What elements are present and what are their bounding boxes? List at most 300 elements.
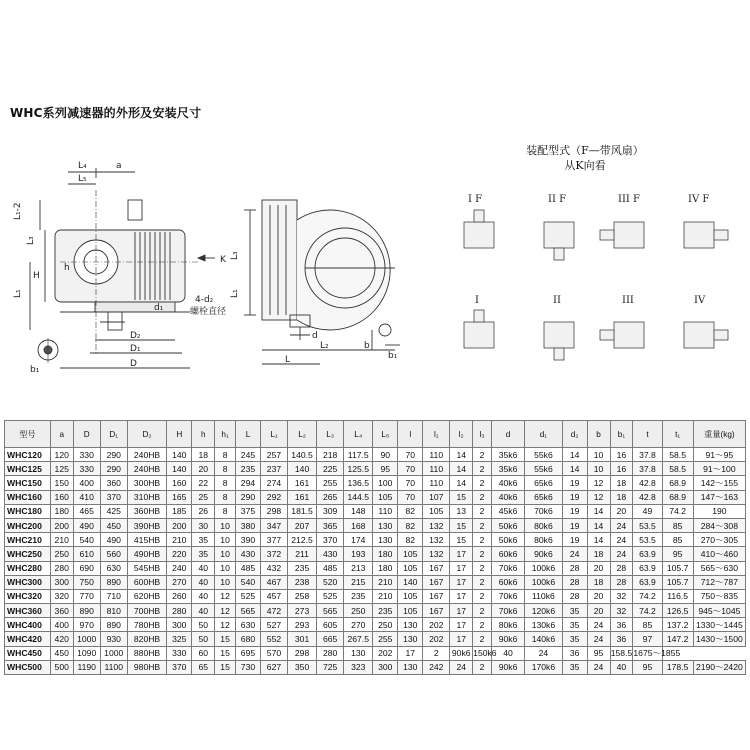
table-cell: 42.8	[633, 490, 662, 504]
table-cell: 325	[167, 632, 192, 646]
table-cell: 168	[344, 518, 373, 532]
table-cell: 147.2	[662, 632, 693, 646]
table-cell: 40	[192, 604, 215, 618]
table-cell: 30	[192, 518, 215, 532]
table-cell: 472	[260, 604, 287, 618]
table-cell: 390	[235, 533, 260, 547]
table-cell: 37.8	[633, 462, 662, 476]
type-label-2: II	[553, 295, 561, 306]
table-cell: 245	[235, 448, 260, 462]
label-h: H	[33, 271, 40, 281]
table-cell: 202	[423, 632, 450, 646]
label-d1: d₁	[154, 303, 164, 313]
table-cell: 130	[373, 518, 398, 532]
table-cell: 16	[610, 448, 633, 462]
table-cell: 19	[562, 504, 587, 518]
table-cell: 105.7	[662, 575, 693, 589]
table-cell: 165	[167, 490, 192, 504]
table-cell: 125	[50, 462, 73, 476]
column-header: d₂	[562, 421, 587, 448]
table-cell: 60k6	[491, 575, 524, 589]
table-cell: 20	[587, 589, 610, 603]
table-cell: 552	[260, 632, 287, 646]
table-cell: 627	[260, 660, 287, 674]
column-header: t	[633, 421, 662, 448]
table-cell: 68.9	[662, 476, 693, 490]
table-cell: 430	[317, 547, 344, 561]
type-label-4: IV	[694, 295, 706, 306]
table-cell: 390HB	[127, 518, 167, 532]
table-row	[5, 448, 746, 462]
table-cell: 565	[317, 604, 344, 618]
table-cell: 132	[423, 533, 450, 547]
table-cell: 284～308	[693, 518, 745, 532]
table-cell: 35	[192, 547, 215, 561]
table-cell: 298	[260, 504, 287, 518]
label-b1: b₁	[30, 365, 40, 375]
table-cell: 525	[235, 589, 260, 603]
table-cell: 28	[562, 589, 587, 603]
table-cell: 880HB	[127, 646, 167, 660]
table-cell: 370	[167, 660, 192, 674]
table-cell: 130	[398, 618, 423, 632]
table-cell: 18	[610, 490, 633, 504]
table-cell: 12	[587, 476, 610, 490]
table-cell: 310HB	[127, 490, 167, 504]
table-cell: 250	[373, 618, 398, 632]
table-cell: 220	[167, 547, 192, 561]
label-b: b	[364, 341, 370, 351]
table-cell: 100k6	[525, 575, 562, 589]
table-cell: 36	[610, 632, 633, 646]
table-cell: 1000	[100, 646, 127, 660]
table-cell: 545HB	[127, 561, 167, 575]
table-cell: 540	[235, 575, 260, 589]
table-cell: 210	[373, 575, 398, 589]
model-cell: WHC300	[5, 575, 51, 589]
table-row	[5, 660, 746, 674]
label-4-d2: 4-d₂	[195, 295, 214, 305]
table-cell: 750～835	[693, 589, 745, 603]
table-cell: 24	[610, 518, 633, 532]
table-cell: 770	[73, 589, 100, 603]
table-cell: 380	[235, 518, 260, 532]
table-cell: 210	[373, 589, 398, 603]
table-cell: 26	[192, 504, 215, 518]
table-row	[5, 547, 746, 561]
table-cell: 70	[398, 490, 423, 504]
table-cell: 17	[450, 604, 473, 618]
table-cell: 40	[192, 589, 215, 603]
table-cell: 1190	[73, 660, 100, 674]
table-cell: 890	[100, 575, 127, 589]
table-cell: 105	[373, 490, 398, 504]
label-l: L	[285, 355, 291, 365]
table-cell: 160	[167, 476, 192, 490]
table-cell: 36	[610, 618, 633, 632]
table-cell: 300	[50, 575, 73, 589]
table-cell: 15	[215, 632, 236, 646]
table-cell: 14	[562, 462, 587, 476]
type-label-3f: III F	[618, 194, 640, 205]
table-cell: 730	[235, 660, 260, 674]
label-d1-upper: D₁	[130, 344, 141, 354]
table-cell: 218	[317, 448, 344, 462]
table-cell: 8	[215, 504, 236, 518]
table-cell: 260	[167, 589, 192, 603]
table-cell: 467	[260, 575, 287, 589]
table-cell: 8	[215, 448, 236, 462]
table-row	[5, 518, 746, 532]
table-cell: 300	[167, 618, 192, 632]
table-cell: 35	[192, 533, 215, 547]
table-cell: 85	[662, 518, 693, 532]
column-header: L₃	[317, 421, 344, 448]
table-cell: 255	[317, 476, 344, 490]
table-cell: 65	[192, 660, 215, 674]
table-cell: 211	[288, 547, 317, 561]
table-cell: 215	[344, 575, 373, 589]
table-cell: 74.2	[633, 589, 662, 603]
column-header: D	[73, 421, 100, 448]
table-cell: 180	[373, 561, 398, 575]
table-cell: 8	[215, 490, 236, 504]
table-cell: 10	[215, 518, 236, 532]
table-cell: 24	[587, 660, 610, 674]
table-cell: 120	[50, 448, 73, 462]
table-cell: 290	[100, 448, 127, 462]
table-cell: 70k6	[491, 589, 524, 603]
table-cell: 126.5	[662, 604, 693, 618]
table-cell: 53.5	[633, 518, 662, 532]
table-cell: 1000	[73, 632, 100, 646]
table-cell: 210	[50, 533, 73, 547]
table-cell: 450	[50, 646, 73, 660]
table-cell: 2	[423, 646, 450, 660]
column-header: l₃	[473, 421, 492, 448]
table-cell: 240HB	[127, 448, 167, 462]
table-cell: 2	[473, 518, 492, 532]
table-cell: 365	[317, 518, 344, 532]
model-cell: WHC200	[5, 518, 51, 532]
table-cell: 28	[610, 575, 633, 589]
column-header: D₂	[127, 421, 167, 448]
table-cell: 132	[423, 518, 450, 532]
column-header: H	[167, 421, 192, 448]
table-cell: 240	[167, 561, 192, 575]
column-header: a	[50, 421, 73, 448]
table-cell: 120k6	[525, 604, 562, 618]
model-cell: WHC320	[5, 589, 51, 603]
table-cell: 525	[317, 589, 344, 603]
column-header: L₁	[260, 421, 287, 448]
table-cell: 300HB	[127, 476, 167, 490]
page-title: WHC系列减速器的外形及安装尺寸	[10, 106, 202, 120]
model-cell: WHC500	[5, 660, 51, 674]
table-cell: 450	[100, 518, 127, 532]
table-cell: 60k6	[491, 547, 524, 561]
table-cell: 323	[344, 660, 373, 674]
table-cell: 2	[473, 490, 492, 504]
table-cell: 301	[288, 632, 317, 646]
table-cell: 14	[587, 518, 610, 532]
label-k: K	[220, 255, 226, 265]
table-cell: 210	[167, 533, 192, 547]
table-cell: 91～100	[693, 462, 745, 476]
table-cell: 2	[473, 448, 492, 462]
table-cell: 690	[73, 561, 100, 575]
table-cell: 65k6	[525, 490, 562, 504]
table-cell: 14	[450, 476, 473, 490]
table-cell: 400	[50, 618, 73, 632]
table-cell: 167	[423, 589, 450, 603]
table-cell: 430	[235, 547, 260, 561]
table-cell: 235	[235, 462, 260, 476]
table-cell: 207	[288, 518, 317, 532]
table-cell: 55k6	[525, 448, 562, 462]
label-d-shaft: d	[312, 331, 318, 341]
table-cell: 40k6	[491, 490, 524, 504]
table-cell: 181.5	[288, 504, 317, 518]
table-cell: 695	[235, 646, 260, 660]
type-label-1f: I F	[468, 194, 483, 205]
table-cell: 37.8	[633, 448, 662, 462]
table-cell: 12	[215, 589, 236, 603]
table-cell: 63.9	[633, 561, 662, 575]
table-cell: 178.5	[662, 660, 693, 674]
table-cell: 710	[100, 589, 127, 603]
table-cell: 400	[73, 476, 100, 490]
table-cell: 130	[373, 533, 398, 547]
table-cell: 24	[587, 618, 610, 632]
table-cell: 95	[587, 646, 610, 660]
table-cell: 105.7	[662, 561, 693, 575]
table-cell: 200	[50, 518, 73, 532]
table-cell: 140	[167, 462, 192, 476]
table-cell: 610	[73, 547, 100, 561]
table-cell: 242	[423, 660, 450, 674]
table-cell: 890	[73, 604, 100, 618]
table-cell: 18	[192, 448, 215, 462]
table-cell: 432	[260, 561, 287, 575]
table-cell: 35	[562, 632, 587, 646]
column-header: b	[587, 421, 610, 448]
table-cell: 28	[562, 561, 587, 575]
column-header: l₁	[423, 421, 450, 448]
table-cell: 50k6	[491, 518, 524, 532]
table-cell: 116.5	[662, 589, 693, 603]
table-cell: 2	[473, 561, 492, 575]
table-cell: 15	[215, 646, 236, 660]
table-cell: 82	[398, 533, 423, 547]
table-cell: 280	[317, 646, 344, 660]
table-cell: 35k6	[491, 448, 524, 462]
column-header: d₁	[525, 421, 562, 448]
label-l3-side: L₃	[230, 251, 240, 260]
table-row	[5, 632, 746, 646]
table-cell: 15	[450, 490, 473, 504]
table-cell: 2	[473, 632, 492, 646]
table-cell: 8	[215, 462, 236, 476]
table-cell: 350	[288, 660, 317, 674]
type-label-3: III	[622, 295, 634, 306]
table-cell: 320	[50, 589, 73, 603]
table-cell: 32	[610, 604, 633, 618]
table-cell: 1090	[73, 646, 100, 660]
table-cell: 2	[473, 476, 492, 490]
table-cell: 294	[235, 476, 260, 490]
reducer-drawings-svg	[0, 150, 750, 385]
table-cell: 82	[398, 504, 423, 518]
table-cell: 40	[192, 561, 215, 575]
table-cell: 140	[288, 462, 317, 476]
table-cell: 35k6	[491, 462, 524, 476]
table-cell: 820HB	[127, 632, 167, 646]
table-cell: 12	[215, 604, 236, 618]
table-cell: 132	[423, 547, 450, 561]
type-label-1: I	[475, 295, 479, 306]
table-cell: 40	[192, 575, 215, 589]
table-cell: 425	[100, 504, 127, 518]
table-cell: 19	[562, 533, 587, 547]
table-cell: 32	[610, 589, 633, 603]
table-cell: 110	[423, 448, 450, 462]
table-cell: 212.5	[288, 533, 317, 547]
table-cell: 90	[373, 448, 398, 462]
table-cell: 28	[610, 561, 633, 575]
table-cell: 97	[633, 632, 662, 646]
table-cell: 14	[450, 448, 473, 462]
table-cell: 360HB	[127, 504, 167, 518]
table-cell: 110k6	[525, 589, 562, 603]
assembly-note-line1: 装配型式（F—带风扇）	[526, 144, 644, 157]
table-cell: 147～163	[693, 490, 745, 504]
table-cell: 14	[587, 504, 610, 518]
table-cell: 490	[73, 518, 100, 532]
table-cell: 130	[344, 646, 373, 660]
table-cell: 167	[423, 575, 450, 589]
table-cell: 274	[260, 476, 287, 490]
table-cell: 167	[423, 604, 450, 618]
table-cell: 330	[167, 646, 192, 660]
table-cell: 110	[423, 462, 450, 476]
table-cell: 330	[73, 448, 100, 462]
table-cell: 105	[398, 547, 423, 561]
label-l-side: L₁	[230, 289, 240, 298]
table-cell: 540	[73, 533, 100, 547]
table-cell: 42.8	[633, 476, 662, 490]
table-cell: 90k6	[491, 660, 524, 674]
table-cell: 74.2	[633, 604, 662, 618]
table-cell: 49	[633, 504, 662, 518]
table-cell: 565	[235, 604, 260, 618]
table-cell: 140.5	[288, 448, 317, 462]
table-cell: 255	[373, 632, 398, 646]
table-cell: 70	[398, 476, 423, 490]
table-cell: 2	[473, 533, 492, 547]
table-cell: 15	[450, 518, 473, 532]
table-cell: 53.5	[633, 533, 662, 547]
table-cell: 10	[587, 462, 610, 476]
table-cell: 95	[633, 660, 662, 674]
table-cell: 105	[423, 504, 450, 518]
table-cell: 520	[317, 575, 344, 589]
table-cell: 309	[317, 504, 344, 518]
table-cell: 130	[398, 632, 423, 646]
table-cell: 605	[317, 618, 344, 632]
table-cell: 45k6	[491, 504, 524, 518]
table-cell: 712～787	[693, 575, 745, 589]
table-cell: 190	[693, 504, 745, 518]
label-l5: L₅	[78, 174, 87, 184]
table-cell: 270	[167, 575, 192, 589]
table-cell: 24	[587, 632, 610, 646]
model-cell: WHC120	[5, 448, 51, 462]
table-cell: 14	[562, 448, 587, 462]
table-cell: 18	[610, 476, 633, 490]
table-cell: 410	[73, 490, 100, 504]
label-l1-2: L₁-2	[13, 202, 23, 220]
table-cell: 140	[398, 575, 423, 589]
table-row	[5, 561, 746, 575]
table-cell: 105	[398, 561, 423, 575]
table-cell: 700HB	[127, 604, 167, 618]
table-cell: 105	[398, 604, 423, 618]
label-bolt-diameter: 螺栓直径	[190, 307, 227, 317]
table-cell: 142～155	[693, 476, 745, 490]
table-cell: 85	[662, 533, 693, 547]
table-cell: 347	[260, 518, 287, 532]
table-cell: 1675～1855	[633, 646, 662, 660]
table-row	[5, 533, 746, 547]
table-cell: 18	[587, 547, 610, 561]
table-cell: 890	[100, 618, 127, 632]
table-cell: 12	[587, 490, 610, 504]
table-cell: 158.5	[610, 646, 633, 660]
table-cell: 40	[610, 660, 633, 674]
table-cell: 137.2	[662, 618, 693, 632]
column-header: h₁	[215, 421, 236, 448]
table-cell: 270	[344, 618, 373, 632]
table-cell: 485	[235, 561, 260, 575]
table-cell: 240HB	[127, 462, 167, 476]
label-a: a	[116, 161, 122, 171]
column-header: 重量(kg)	[693, 421, 745, 448]
model-cell: WHC125	[5, 462, 51, 476]
table-cell: 95	[373, 462, 398, 476]
table-cell: 250	[344, 604, 373, 618]
table-cell: 91～95	[693, 448, 745, 462]
table-cell: 20	[610, 504, 633, 518]
table-cell: 20	[587, 604, 610, 618]
table-cell: 565～630	[693, 561, 745, 575]
label-l3: L₃	[26, 236, 36, 245]
table-row	[5, 589, 746, 603]
table-cell: 150k6	[473, 646, 492, 660]
table-cell: 24	[562, 547, 587, 561]
table-cell: 25	[192, 490, 215, 504]
table-cell: 55k6	[525, 462, 562, 476]
table-cell: 2	[473, 589, 492, 603]
label-l2: L₂	[320, 341, 329, 351]
table-cell: 63.9	[633, 575, 662, 589]
table-cell: 527	[260, 618, 287, 632]
table-cell: 50k6	[491, 533, 524, 547]
table-cell: 150	[50, 476, 73, 490]
table-cell: 2	[473, 660, 492, 674]
label-b1-side: b₁	[388, 351, 398, 361]
table-cell: 750	[73, 575, 100, 589]
